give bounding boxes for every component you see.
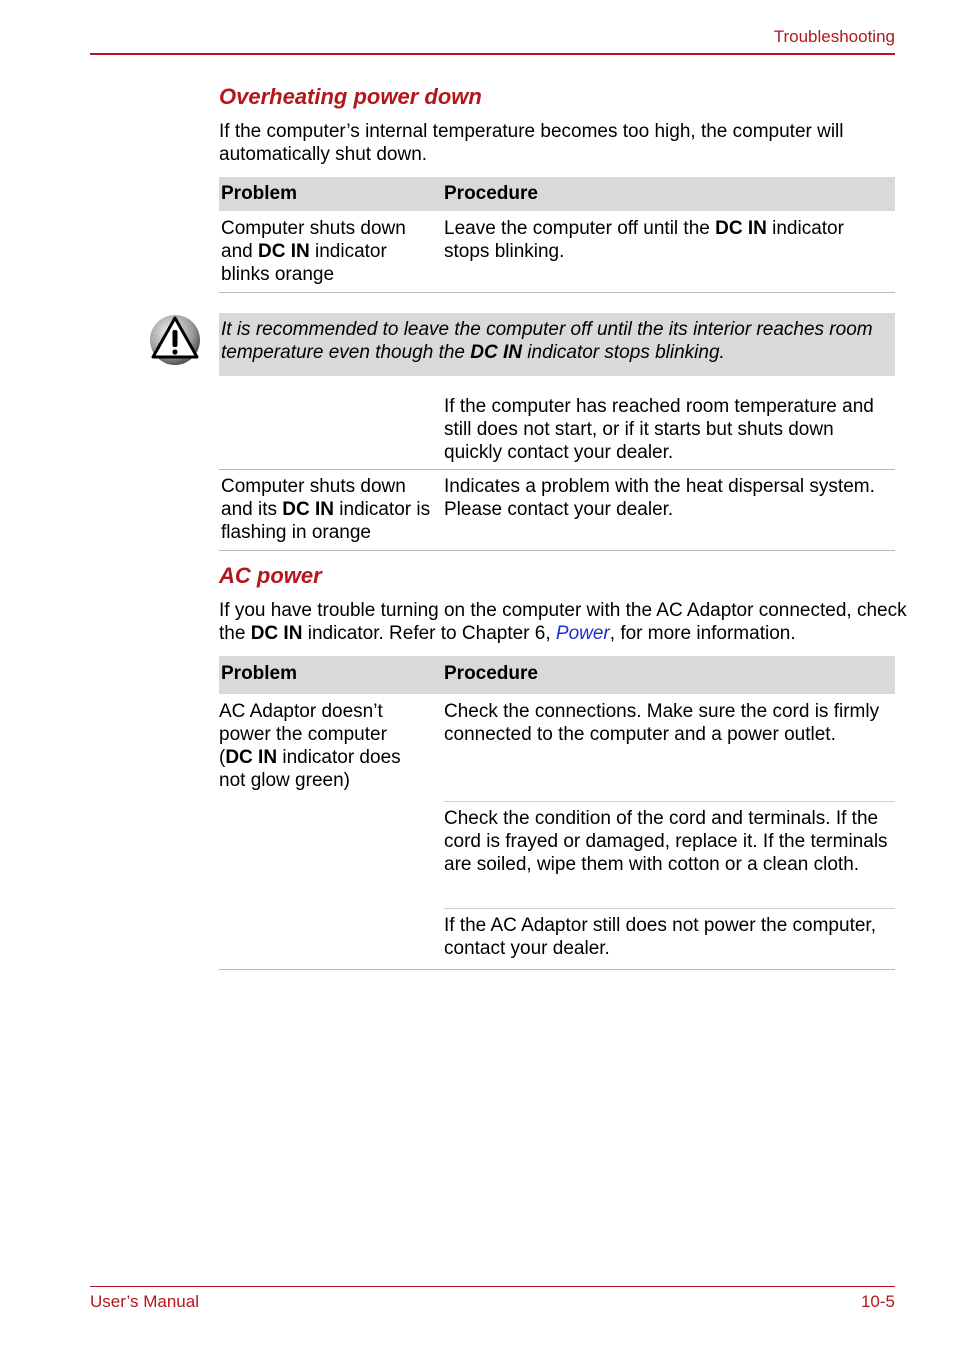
table-bottom-rule	[219, 969, 895, 970]
column-header-problem: Problem	[221, 183, 298, 204]
table-cell-problem: AC Adaptor doesn’t power the computer (DC IN indicator does not glow green)	[219, 701, 401, 791]
note-text: It is recommended to leave the computer off until the its interior reaches room temperature even though the DC IN indicator stops blinking.	[221, 319, 873, 363]
footer-manual-name: User’s Manual	[90, 1292, 199, 1311]
section-intro-ac-power: If you have trouble turning on the computer with the AC Adaptor connected, check the DC IN indicator. Refer to Chapter 6, Power, for more information.	[219, 600, 907, 644]
table-cell-procedure: Indicates a problem with the heat dispersal system. Please contact your dealer.	[444, 476, 875, 520]
warning-triangle-icon	[148, 312, 202, 373]
table-row-divider	[219, 292, 895, 293]
table-subrow-divider	[444, 908, 895, 909]
footer-rule	[90, 1286, 895, 1287]
table-row-divider	[219, 550, 895, 551]
header-rule	[90, 53, 895, 55]
table-cell-problem: Computer shuts down and its DC IN indicator is flashing in orange	[221, 476, 431, 543]
section-intro-overheating: If the computer’s internal temperature becomes too high, the computer will automatically shut down.	[219, 121, 844, 165]
table-cell-problem: Computer shuts down and DC IN indicator blinks orange	[221, 218, 406, 285]
section-heading-overheating: Overheating power down	[219, 84, 482, 109]
running-header: Troubleshooting	[773, 27, 895, 46]
column-header-problem: Problem	[221, 663, 298, 684]
table-cell-procedure: If the computer has reached room temperature and still does not start, or if it starts but shuts down quickly contact your dealer.	[444, 396, 874, 463]
table-cell-procedure: Leave the computer off until the DC IN indicator stops blinking.	[444, 218, 844, 262]
table-cell-procedure: Check the condition of the cord and terminals. If the cord is frayed or damaged, replace it. If the terminals are soiled, wipe them with cotton or a clean cloth.	[444, 808, 888, 875]
column-header-procedure: Procedure	[444, 663, 538, 684]
table-cell-procedure: If the AC Adaptor still does not power the computer, contact your dealer.	[444, 915, 876, 959]
column-header-procedure: Procedure	[444, 183, 538, 204]
table-header-row	[219, 177, 895, 211]
table-subrow-divider	[444, 801, 895, 802]
footer-page-number: 10-5	[860, 1292, 895, 1311]
section-heading-ac-power: AC power	[219, 563, 322, 588]
table-cell-procedure: Check the connections. Make sure the cord is firmly connected to the computer and a power outlet.	[444, 701, 880, 745]
table-header-row	[219, 656, 895, 694]
table-row-divider	[219, 469, 895, 470]
chapter-link-power[interactable]: Power	[555, 623, 610, 644]
